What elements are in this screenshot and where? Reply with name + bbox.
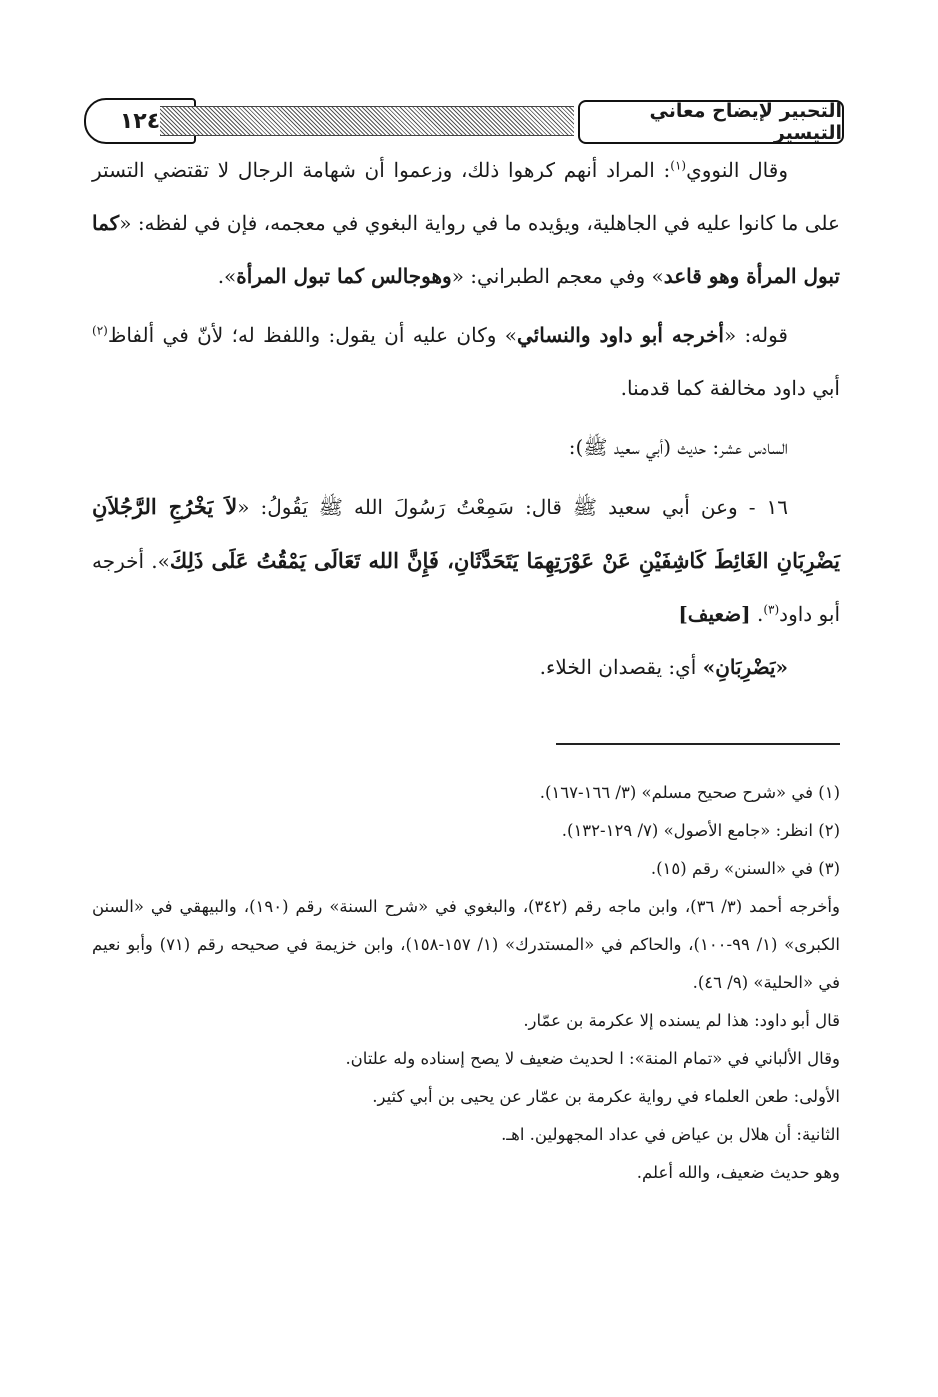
- main-text: [92, 144, 840, 694]
- hadith-text: لاَ يَخْرُجِ الرَّجُلاَنِ يَضْرِبَانِ الغَائِطَ كَاشِفَيْنِ عَنْ عَوْرَتِهِمَا يَتَحَدَّثَانِ، فَإِنَّ الله تَعَالَى يَمْقُتُ عَلَى ذَلِكَ: [92, 494, 840, 573]
- footnote-abu-dawud: قال أبو داود: هذا لم يسنده إلا عكرمة بن عمّار.: [523, 1011, 840, 1030]
- section-heading: السادس عشر: حديث (أبي سعيد ﷺ):: [568, 435, 788, 459]
- header-hatched-band: [160, 106, 574, 136]
- page-header: [80, 96, 844, 148]
- footnote-first-defect: الأولى: طعن العلماء في رواية عكرمة بن عمّار عن يحيى بن أبي كثير.: [372, 1087, 840, 1106]
- footnote-separator: [556, 743, 840, 745]
- book-title: التحبير لإيضاح معاني التيسير: [578, 100, 844, 144]
- footnote-ref-3: (٣): [763, 602, 780, 617]
- page-number: ١٢٤: [84, 98, 196, 144]
- footnote-1: (١) في «شرح صحيح مسلم» (٣/ ١٦٦-١٦٧).: [539, 783, 840, 802]
- footnote-conclusion: وهو حديث ضعيف، والله أعلم.: [636, 1163, 840, 1182]
- footnote-albani: وقال الألباني في «تمام المنة»: ا لحديث ضعيف لا يصح إسناده وله علتان.: [345, 1049, 840, 1068]
- footnote-3-continued: وأخرجه أحمد (٣/ ٣٦)، وابن ماجه رقم (٣٤٢)، والبغوي في «شرح السنة» رقم (١٩٠)، والبيهقي في «السنن الكبرى» (١/ ٩٩-١٠٠)، والحاكم في «المستدرك» (١/ ١٥٧-١٥٨)، وابن خزيمة في صحيحه رقم (٧١) وأبو نعيم في «الحلية» (٩/ ٤٦).: [92, 897, 840, 992]
- footnote-3: (٣) في «السنن» رقم (١٥).: [650, 859, 840, 878]
- footnote-ref-2: (٢): [92, 323, 108, 338]
- paragraph-nawawi: وقال النووي$^{(١)}$: المراد أنهم كرهوا ذلك، وزعموا أن شهامة الرجال لا تقتضي التستر على ما كانوا عليه في الجاهلية، ويؤيده ما في رواية البغوي في معجمه، فإن في لفظه: «كما تبول المرأة وهو قاعد» وفي معجم الطبراني: «وهوجالس كما تبول المرأة».: [92, 158, 840, 288]
- footnotes: [92, 774, 840, 1192]
- footnote-2: (٢) انظر: «جامع الأصول» (٧/ ١٢٩-١٣٢).: [561, 821, 840, 840]
- footnote-ref-1: (١): [670, 158, 687, 173]
- paragraph-qawluhu: قوله: «أخرجه أبو داود والنسائي» وكان عليه أن يقول: واللفظ له؛ لأنّ في ألفاظ$^{(٢)}$ أبي داود مخالفة كما قدمنا.: [92, 323, 840, 400]
- hadith-16: ١٦ - وعن أبي سعيد ﷺ قال: سَمِعْتُ رَسُولَ الله ﷺ يَقُولُ: «لاَ يَخْرُجِ الرَّجُلاَنِ يَضْرِبَانِ الغَائِطَ كَاشِفَيْنِ عَنْ عَوْرَتِهِمَا يَتَحَدَّثَانِ، فَإِنَّ الله تَعَالَى يَمْقُتُ عَلَى ذَلِكَ». أخرجه أبو داود$^{(٣)}$. [ضعيف]: [92, 494, 840, 626]
- paragraph-explanation: «يَضْرِبَانِ» أي: يقصدان الخلاء.: [539, 655, 788, 679]
- hadith-grade: [ضعيف]: [678, 602, 751, 626]
- footnote-second-defect: الثانية: أن هلال بن عياض في عداد المجهولين. اهـ.: [501, 1125, 840, 1144]
